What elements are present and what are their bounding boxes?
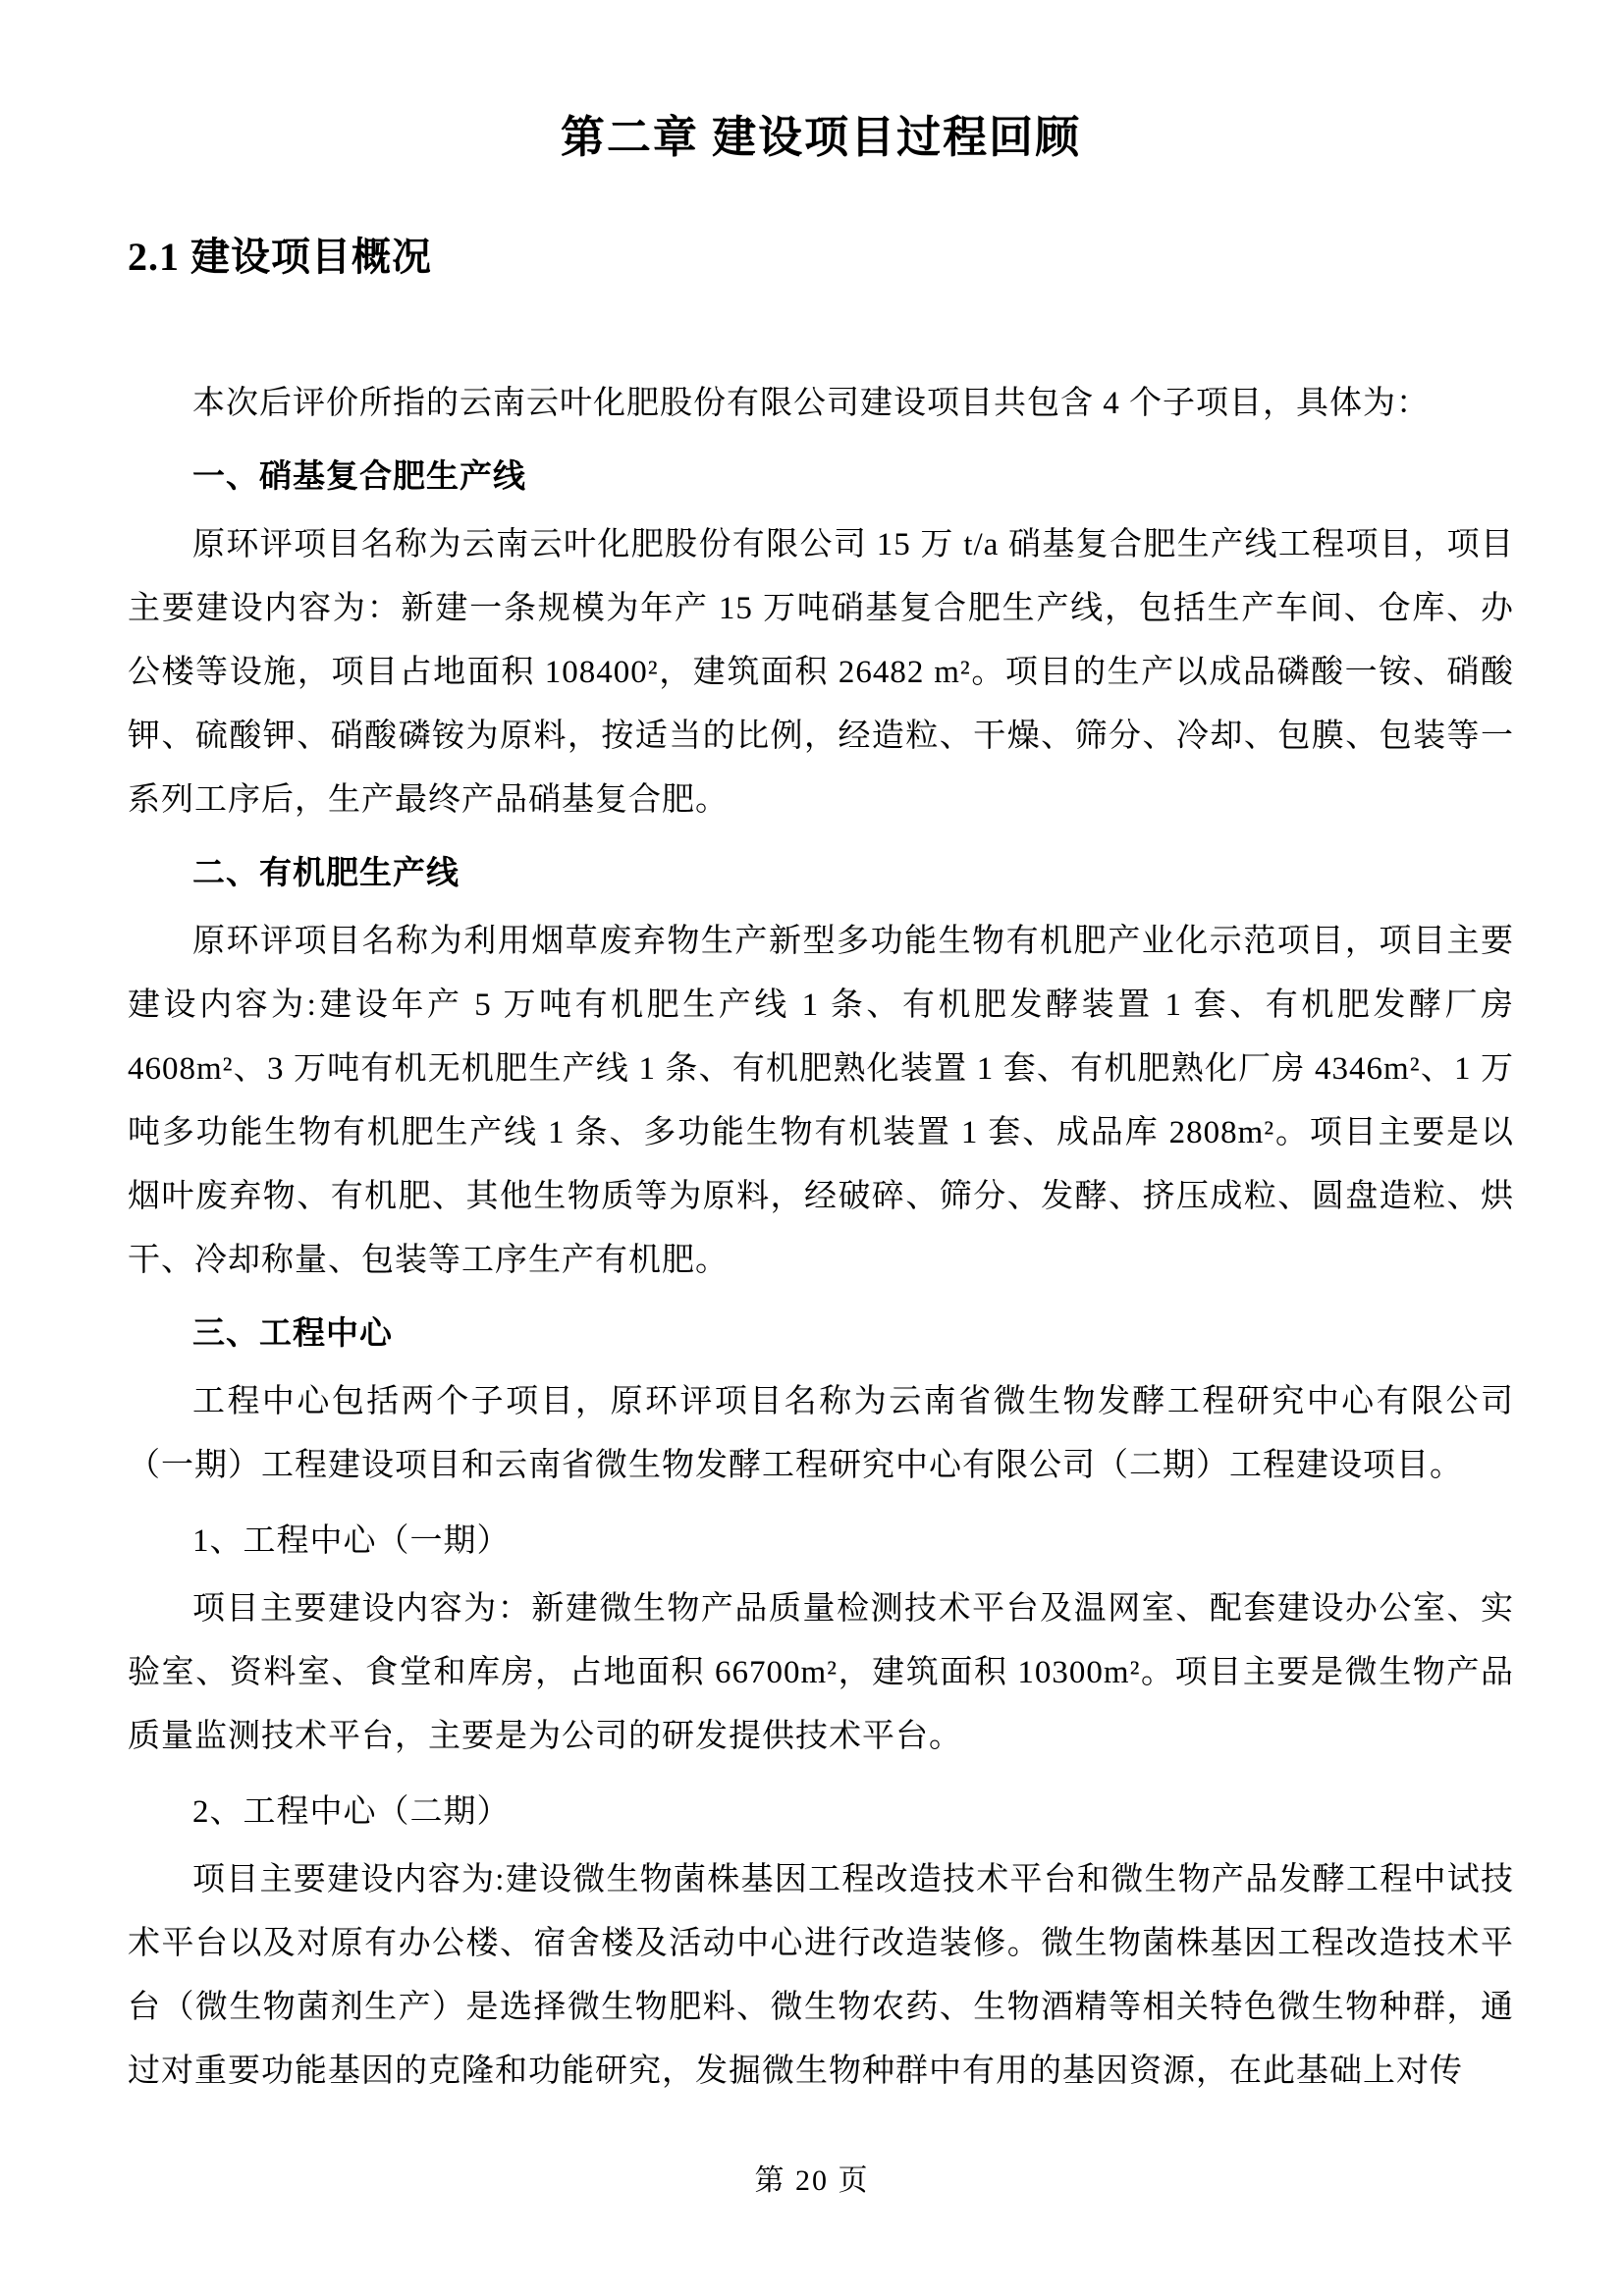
subitem-heading-phase1: 1、工程中心（一期） (192, 1523, 511, 1560)
page-number: 第 20 页 (754, 2164, 870, 2197)
section-title: 2.1 建设项目概况 (128, 235, 432, 280)
intro-paragraph: 本次后评价所指的云南云叶化肥股份有限公司建设项目共包含 4 个子项目，具体为： (192, 386, 1430, 422)
subitem-heading-phase2: 2、工程中心（二期） (192, 1794, 511, 1831)
subsection-paragraph-2: 原环评项目名称为利用烟草废弃物生产新型多功能生物有机肥产业化示范项目，项目主要建设内容为:建设年产 5 万吨有机肥生产线 1 条、有机肥发酵装置 1 套、有机肥发酵厂房 4608m²、3 万吨有机无机肥生产线 1 条、有机肥熟化装置 1 套、有机肥熟化厂房 4346m²、1 万吨多功能生物有机肥生产线 1 条、多功能生物有机装置 1 套、成品库 2808m²。项目主要是以烟叶废弃物、有机肥、其他生物质等为原料，经破碎、筛分、发酵、挤压成粒、圆盘造粒、烘干、冷却称量、包装等工序生产有机肥。 (128, 924, 1514, 1279)
subitem-paragraph-phase2: 项目主要建设内容为:建设微生物菌株基因工程改造技术平台和微生物产品发酵工程中试技术平台以及对原有办公楼、宿舍楼及活动中心进行改造装修。微生物菌株基因工程改造技术平台（微生物菌剂生产）是选择微生物肥料、微生物农药、生物酒精等相关特色微生物种群，通过对重要功能基因的克隆和功能研究，发掘微生物种群中有用的基因资源，在此基础上对传 (128, 1862, 1514, 2090)
subsection-heading-1: 一、硝基复合肥生产线 (192, 459, 526, 496)
subsection-paragraph-3: 工程中心包括两个子项目，原环评项目名称为云南省微生物发酵工程研究中心有限公司（一期）工程建设项目和云南省微生物发酵工程研究中心有限公司（二期）工程建设项目。 (128, 1384, 1514, 1484)
subsection-paragraph-1: 原环评项目名称为云南云叶化肥股份有限公司 15 万 t/a 硝基复合肥生产线工程项目，项目主要建设内容为：新建一条规模为年产 15 万吨硝基复合肥生产线，包括生产车间、仓库、办公楼等设施，项目占地面积 108400²，建筑面积 26482 m²。项目的生产以成品磷酸一铵、硝酸钾、硫酸钾、硝酸磷铵为原料，按适当的比例，经造粒、干燥、筛分、冷却、包膜、包装等一系列工序后，生产最终产品硝基复合肥。 (128, 527, 1514, 819)
subitem-paragraph-phase1: 项目主要建设内容为：新建微生物产品质量检测技术平台及温网室、配套建设办公室、实验室、资料室、食堂和库房，占地面积 66700m²，建筑面积 10300m²。项目主要是微生物产品质量监测技术平台，主要是为公司的研发提供技术平台。 (128, 1591, 1514, 1755)
subsection-heading-3: 三、工程中心 (192, 1316, 393, 1353)
subsection-heading-2: 二、有机肥生产线 (192, 856, 460, 892)
chapter-title: 第二章 建设项目过程回顾 (560, 113, 1082, 162)
